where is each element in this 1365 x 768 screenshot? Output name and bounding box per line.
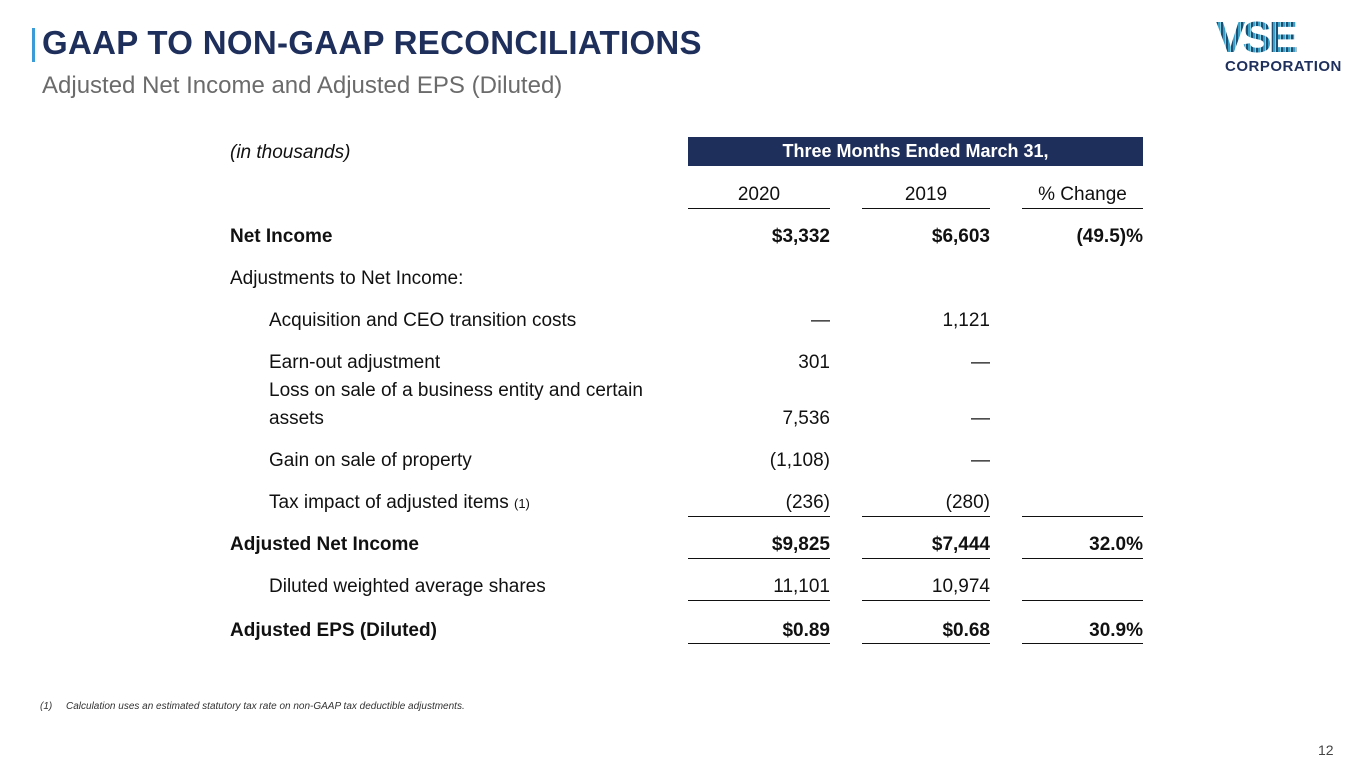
value-2020: 11,101: [773, 576, 830, 597]
row-label-line1: Loss on sale of a business entity and certain: [269, 380, 643, 401]
row-label: Gain on sale of property: [269, 450, 472, 471]
page-title: GAAP TO NON-GAAP RECONCILIATIONS: [42, 24, 702, 61]
page-subtitle: Adjusted Net Income and Adjusted EPS (Diluted): [42, 72, 563, 99]
underline: [688, 643, 830, 644]
underline: [688, 600, 830, 601]
row-label: Acquisition and CEO transition costs: [269, 310, 577, 331]
value-2020: (236): [785, 492, 830, 513]
underline: [1022, 516, 1143, 517]
footnote: [40, 701, 465, 712]
value-2019: 10,974: [931, 576, 990, 597]
logo-wordmark: VSE: [1216, 18, 1338, 58]
value-2019: (280): [945, 492, 990, 513]
footnote-text: Calculation uses an estimated statutory tax rate on non-GAAP tax deductible adjustments.: [66, 701, 465, 712]
footnote-mark: (1): [40, 701, 53, 712]
row-label: Adjusted EPS (Diluted): [230, 620, 437, 641]
underline: [1022, 643, 1143, 644]
value-2020: 7,536: [782, 408, 830, 429]
row-label-line2: assets: [269, 408, 324, 429]
section-label: Adjustments to Net Income:: [230, 268, 464, 289]
value-2020: $9,825: [771, 534, 830, 555]
row-label: Earn-out adjustment: [269, 352, 441, 373]
value-2019: $6,603: [931, 226, 990, 247]
value-change: (49.5)%: [1076, 226, 1143, 247]
value-2020: $0.89: [782, 620, 830, 641]
underline: [862, 558, 990, 559]
underline: [862, 516, 990, 517]
units-note: (in thousands): [230, 142, 351, 163]
value-change: 32.0%: [1089, 534, 1143, 555]
row-label-text: Tax impact of adjusted items: [269, 492, 509, 513]
value-2019: $7,444: [931, 534, 990, 555]
row-label: Diluted weighted average shares: [269, 576, 546, 597]
column-header-2019: 2019: [862, 184, 990, 209]
logo-subtitle: CORPORATION: [1225, 58, 1342, 75]
column-header-change: % Change: [1022, 184, 1143, 209]
underline: [688, 516, 830, 517]
row-label: Adjusted Net Income: [230, 534, 419, 555]
page-number: 12: [1318, 742, 1334, 758]
underline: [1022, 558, 1143, 559]
value-2019: —: [971, 450, 990, 471]
value-2020: —: [811, 310, 830, 331]
value-2019: —: [971, 408, 990, 429]
underline: [1022, 600, 1143, 601]
underline: [862, 643, 990, 644]
value-2020: 301: [798, 352, 830, 373]
value-2019: 1,121: [942, 310, 990, 331]
value-2019: —: [971, 352, 990, 373]
underline: [688, 558, 830, 559]
footnote-ref: (1): [514, 496, 530, 511]
underline: [862, 600, 990, 601]
value-2019: $0.68: [942, 620, 990, 641]
value-change: 30.9%: [1089, 620, 1143, 641]
row-label: [269, 492, 530, 514]
row-label: Net Income: [230, 226, 333, 247]
value-2020: (1,108): [769, 450, 830, 471]
period-header: Three Months Ended March 31,: [688, 137, 1143, 166]
company-logo: [1216, 13, 1342, 78]
title-accent-bar: [32, 28, 35, 62]
value-2020: $3,332: [771, 226, 830, 247]
column-header-2020: 2020: [688, 184, 830, 209]
